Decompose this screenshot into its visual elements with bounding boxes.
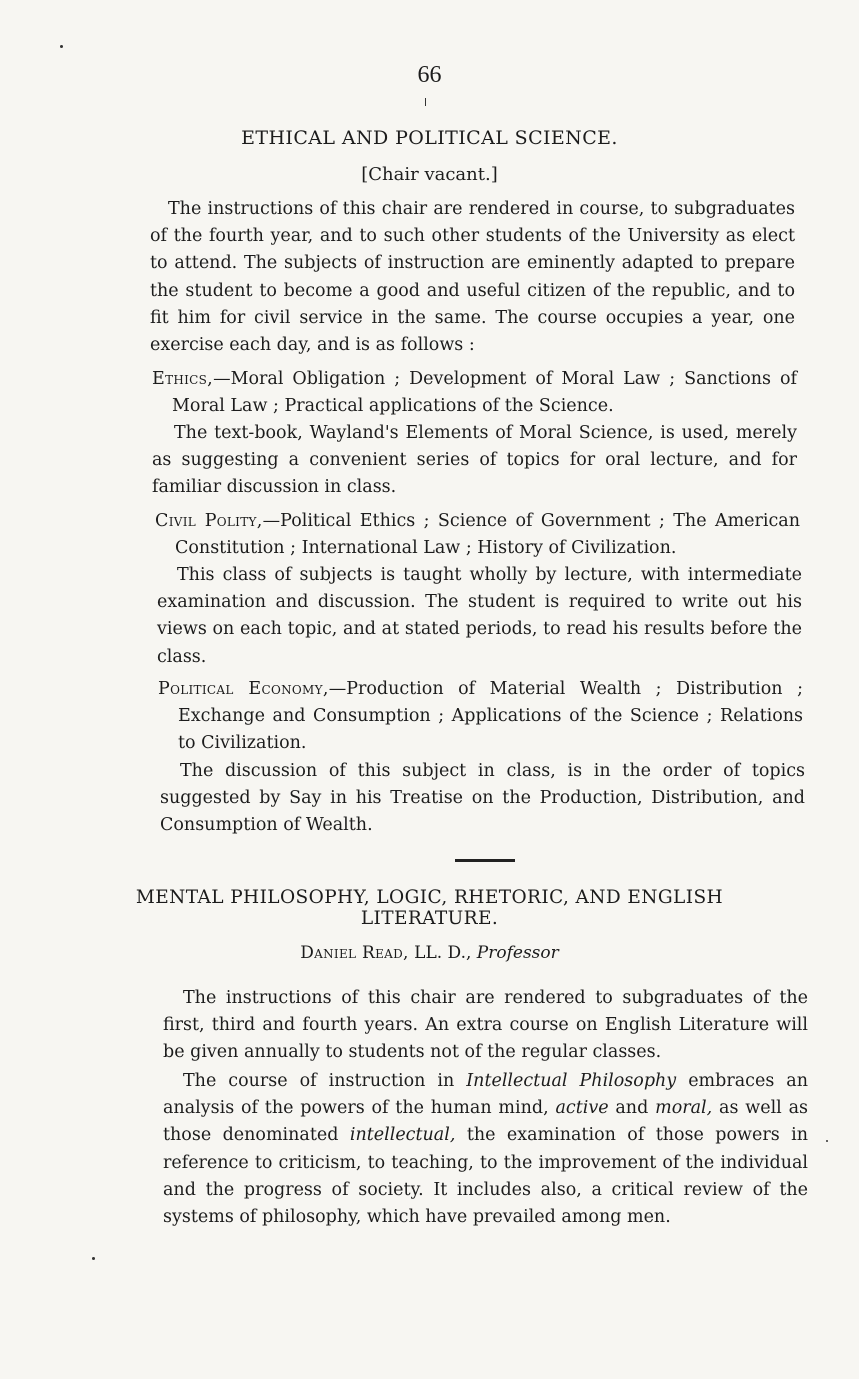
ethics-note: The text-book, Wayland's Elements of Moral Science, is used, merely as suggesting a convenient series of topics for oral lecture, and for familiar discussion in class. [152,423,797,498]
professor-line [0,943,859,963]
paper-mark [425,98,426,106]
para2-text-c: and [615,1098,649,1119]
ethics-entry [152,366,797,420]
paper-speck [826,1140,828,1142]
economy-label: Political Economy, [158,679,329,699]
intro-paragraph: The instructions of this chair are rendered in course, to subgraduates of the fourth year, and to such other students of the University as elect to attend. The subjects of instruction are eminently adapted to prepare the student to become a good and useful citizen of the republic, and to fit him for civil service in the same. The course occupies a year, one exercise each day, and is as follows : [150,199,795,356]
economy-note: The discussion of this subject in class, is in the order of topics suggested by Say in his Treatise on the Production, Distribution, and Consumption of Wealth. [160,761,805,836]
para2-emphasis-moral: moral, [655,1098,713,1119]
para2-text-d: as well as those denominated [163,1098,808,1146]
para2-text-e: the examination of those powers in reference to criticism, to teaching, to the improvement of the individual and the progress of society. It includes also, a critical review of the systems of philosophy, which have prevailed among men. [163,1125,808,1228]
section-divider [455,859,515,862]
polity-label: Civil Polity, [155,511,263,531]
chair-status: [Chair vacant.] [361,164,498,185]
section-title-mental-line2: LITERATURE. [360,908,499,929]
economy-topics: —Production of Material Wealth ; Distribution ; Exchange and Consumption ; Applications of the Science ; Relations to Civilization. [178,679,803,754]
paper-speck [60,45,63,48]
professor-degree: LL. D., [414,943,472,963]
economy-entry [158,676,803,758]
para2-emphasis-active: active [555,1098,609,1119]
polity-entry [155,508,800,562]
polity-note: This class of subjects is taught wholly by lecture, with intermediate examination and discussion. The student is required to write out his views on each topic, and at stated periods, to read his results before the class. [157,565,802,667]
page-number: 66 [417,62,442,88]
para2-emphasis-intellectual-philosophy: Intellectual Philosophy [466,1071,677,1091]
professor-role: Professor [476,943,559,963]
professor-name: Daniel Read, [300,943,409,963]
polity-topics: —Political Ethics ; Science of Government ; The American Constitution ; International Law ; History of Civilization. [175,511,801,559]
mental-para-2 [163,1068,808,1231]
section-title-ethics: ETHICAL AND POLITICAL SCIENCE. [241,127,618,149]
para2-text-b: embraces an analysis of the powers of the human mind, [163,1071,808,1119]
para2-text-a: The course of instruction in [183,1071,455,1091]
ethics-topics: —Moral Obligation ; Development of Moral Law ; Sanctions of Moral Law ; Practical applications of the Science. [172,369,797,417]
para2-emphasis-intellectual: intellectual, [349,1125,456,1146]
ethics-label: Ethics, [152,369,214,389]
paper-speck [92,1257,95,1260]
mental-para-1: The instructions of this chair are rendered to subgraduates of the first, third and fourth years. An extra course on English Literature will be given annually to students not of the regular classes. [163,988,808,1063]
section-title-mental-line1: MENTAL PHILOSOPHY, LOGIC, RHETORIC, AND ENGLISH [135,887,724,908]
